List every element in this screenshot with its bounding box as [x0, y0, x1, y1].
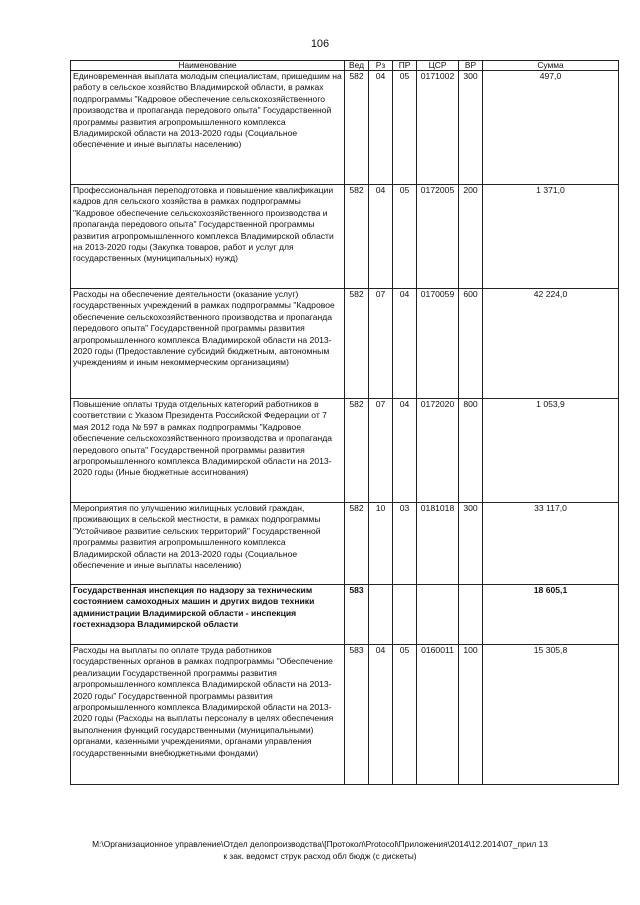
row-pr: 04: [393, 399, 417, 503]
row-vr: 200: [459, 185, 483, 289]
row-pr: 05: [393, 645, 417, 785]
table-row: [71, 503, 619, 585]
row-rz: [369, 585, 393, 645]
row-rz: 10: [369, 503, 393, 585]
row-ved: 582: [345, 71, 369, 185]
row-name: Повышение оплаты труда отдельных категорий работников в соответствии с Указом Президента Российской Федерации от 7 мая 2012 года № 597 в рамках подпрограммы "Кадровое обеспечение сельскохозяйственного производства и пропаганда передового опыта" Государственной программы развития агропромышленного комплекса Владимирской области на 2013-2020 годы (Иные бюджетные ассигнования): [71, 399, 345, 503]
row-sum: 497,0: [483, 71, 619, 185]
row-sum: 18 605,1: [483, 585, 619, 645]
row-name: Расходы на обеспечение деятельности (оказание услуг) государственных учреждений в рамках подпрограммы "Кадровое обеспечение сельскохозяйственного производства и пропаганда передового опыта" Государственной программы развития агропромышленного комплекса Владимирской области на 2013-2020 годы (Предоставление субсидий бюджетным, автономным учреждениям и иным некоммерческим организациям): [71, 289, 345, 399]
header-ved: Вед: [345, 61, 369, 71]
budget-table: [70, 60, 619, 785]
row-ved: 582: [345, 289, 369, 399]
footer-line-1: М:\Организационное управление\Отдел делопроизводства\[Протокол\Protocol\Приложения\2014\12.2014\07_прил 13: [92, 839, 548, 849]
header-pr: ПР: [393, 61, 417, 71]
row-pr: 05: [393, 71, 417, 185]
row-name: Расходы на выплаты по оплате труда работников государственных органов в рамках подпрограммы "Обеспечение реализации Государственной программы развития агропромышленного комплекса Владимирской области на 2013-2020 годы" Государственной программы развития агропромышленного комплекса Владимирской области на 2013-2020 годы (Расходы на выплаты персоналу в целях обеспечения выполнения функций государственными (муниципальными) органами, казенными учреждениями, органами управления государственными внебюджетными фондами): [71, 645, 345, 785]
row-name: Единовременная выплата молодым специалистам, пришедшим на работу в сельское хозяйство Владимирской области, в рамках подпрограммы "Кадровое обеспечение сельскохозяйственного производства и пропаганда передового опыта" Государственной программы развития агропромышленного комплекса Владимирской области на 2013-2020 годы (Социальное обеспечение и иные выплаты населению): [71, 71, 345, 185]
row-sum: 42 224,0: [483, 289, 619, 399]
row-csr: 0172005: [417, 185, 459, 289]
row-vr: 300: [459, 71, 483, 185]
row-sum: 33 117,0: [483, 503, 619, 585]
footer-line-2: к зак. ведомст струк расход обл бюдж (с дискеты): [223, 851, 417, 861]
table-header-row: [71, 61, 619, 71]
row-sum: 1 371,0: [483, 185, 619, 289]
table-row-section: [71, 585, 619, 645]
row-csr: 0181018: [417, 503, 459, 585]
row-ved: 582: [345, 399, 369, 503]
table-row: [71, 645, 619, 785]
row-csr: 0160011: [417, 645, 459, 785]
row-csr: 0171002: [417, 71, 459, 185]
row-sum: 15 305,8: [483, 645, 619, 785]
row-ved: 583: [345, 645, 369, 785]
row-vr: 800: [459, 399, 483, 503]
row-name: Государственная инспекция по надзору за техническим состоянием самоходных машин и других видов техники администрации Владимирской области - инспекция гостехнадзора Владимирской области: [71, 585, 345, 645]
row-vr: 100: [459, 645, 483, 785]
row-pr: [393, 585, 417, 645]
row-name: Мероприятия по улучшению жилищных условий граждан, проживающих в сельской местности, в рамках подпрограммы "Устойчивое развитие сельских территорий" Государственной программы развития агропромышленного комплекса Владимирской области на 2013-2020 годы (Социальное обеспечение и иные выплаты населению): [71, 503, 345, 585]
table-row: [71, 399, 619, 503]
header-rz: Рз: [369, 61, 393, 71]
row-vr: [459, 585, 483, 645]
row-rz: 04: [369, 645, 393, 785]
row-ved: 582: [345, 503, 369, 585]
page-number: 106: [310, 38, 330, 50]
header-name: Наименование: [71, 61, 345, 71]
row-rz: 07: [369, 399, 393, 503]
file-path-footer: [0, 838, 640, 862]
row-pr: 05: [393, 185, 417, 289]
header-sum: Сумма: [483, 61, 619, 71]
row-vr: 300: [459, 503, 483, 585]
row-rz: 04: [369, 185, 393, 289]
header-csr: ЦСР: [417, 61, 459, 71]
row-csr: 0172020: [417, 399, 459, 503]
row-rz: 04: [369, 71, 393, 185]
row-csr: 0170059: [417, 289, 459, 399]
row-csr: [417, 585, 459, 645]
row-pr: 04: [393, 289, 417, 399]
row-pr: 03: [393, 503, 417, 585]
table-row: [71, 71, 619, 185]
table-row: [71, 289, 619, 399]
row-name: Профессиональная переподготовка и повышение квалификации кадров для сельского хозяйства в рамках подпрограммы "Кадровое обеспечение сельскохозяйственного производства и пропаганда передового опыта" Государственной программы развития агропромышленного комплекса Владимирской области на 2013-2020 годы (Закупка товаров, работ и услуг для государственных (муниципальных) нужд): [71, 185, 345, 289]
row-ved: 583: [345, 585, 369, 645]
row-ved: 582: [345, 185, 369, 289]
header-vr: ВР: [459, 61, 483, 71]
row-vr: 600: [459, 289, 483, 399]
row-sum: 1 053,9: [483, 399, 619, 503]
table-row: [71, 185, 619, 289]
row-rz: 07: [369, 289, 393, 399]
